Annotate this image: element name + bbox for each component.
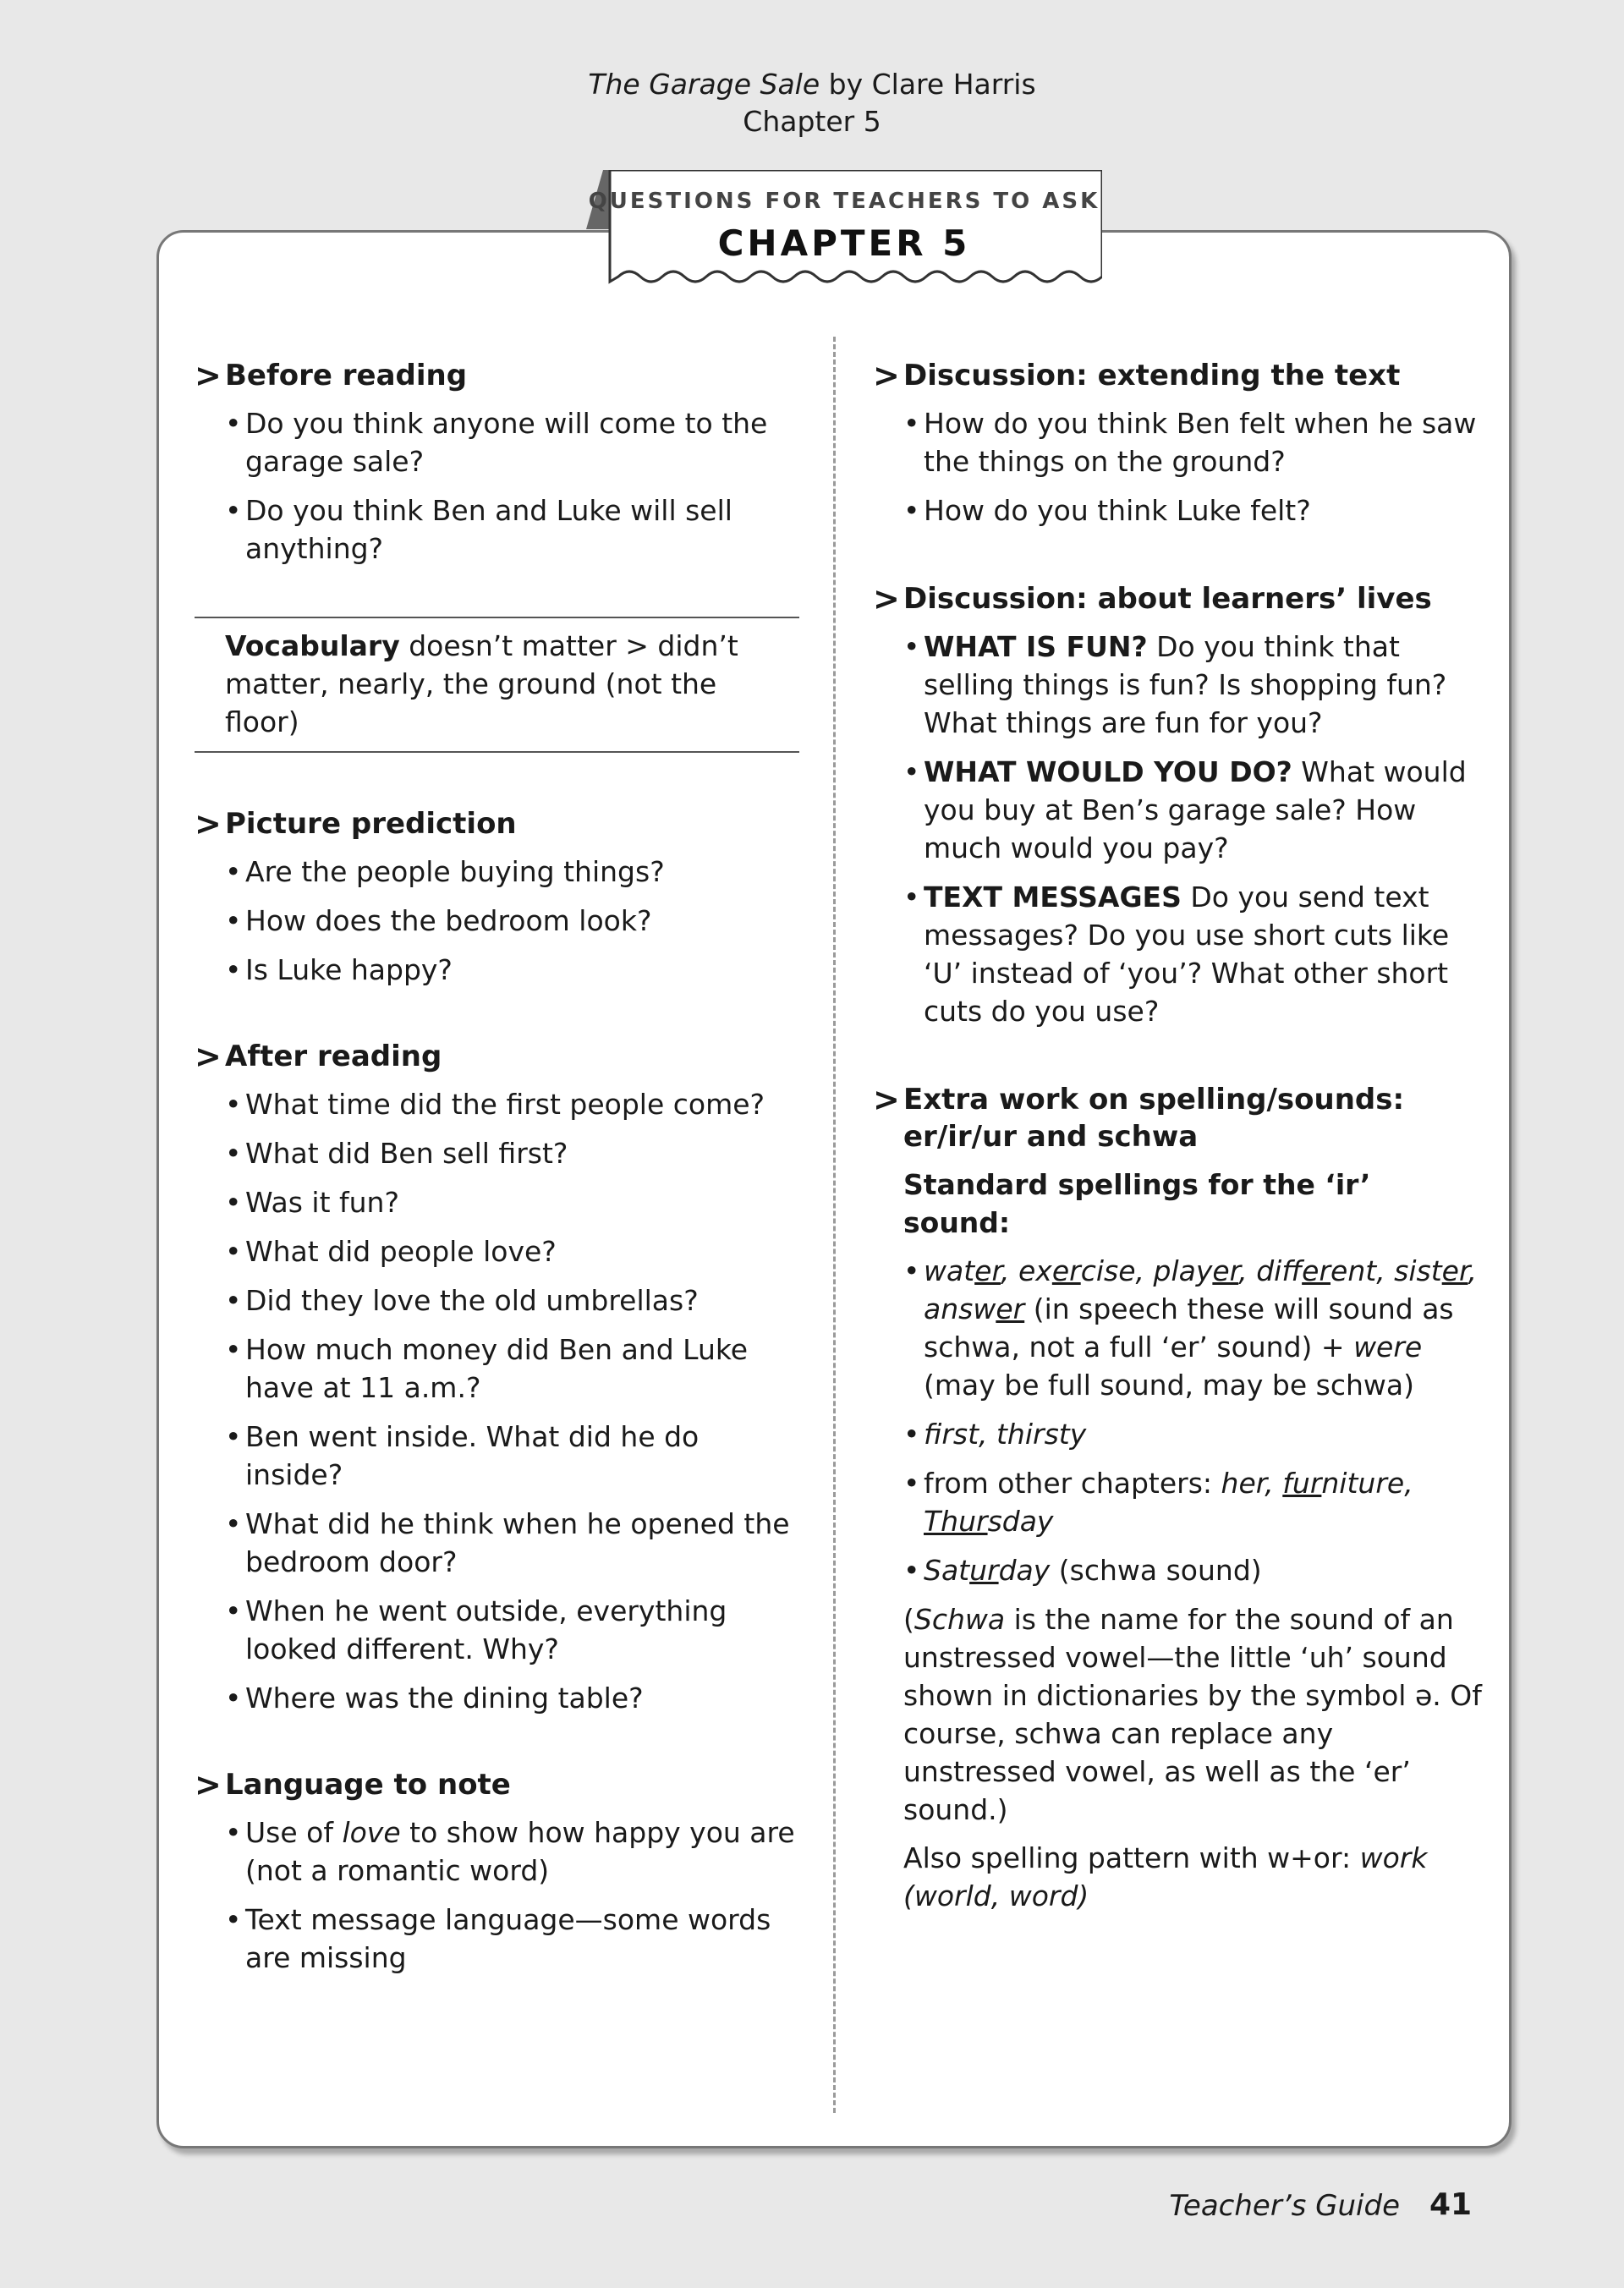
list-item: • How do you think Ben felt when he saw the things on the ground? (903, 404, 1482, 480)
page-number: 41 (1429, 2187, 1473, 2222)
list-item: • Are the people buying things? (225, 853, 799, 891)
learners-lives-list (873, 628, 1482, 1030)
chevron-right-icon: > (195, 805, 222, 842)
book-title: The Garage Sale (588, 68, 820, 101)
language-to-note-heading: > Language to note (195, 1766, 511, 1803)
chevron-right-icon: > (873, 580, 900, 617)
language-to-note-section (195, 1766, 799, 1977)
before-reading-list (195, 404, 799, 568)
list-item: • Was it fun? (225, 1183, 799, 1221)
list-item: • WHAT WOULD YOU DO? What would you buy at Ben’s garage sale? How much would you pay? (903, 753, 1482, 867)
list-item: • What did Ben sell first? (225, 1134, 799, 1172)
after-reading-heading: > After reading (195, 1038, 442, 1075)
extending-text-heading: > Discussion: extending the text (873, 357, 1401, 394)
before-reading-heading: > Before reading (195, 357, 468, 394)
list-item: • first, thirsty (903, 1415, 1482, 1453)
right-column (873, 357, 1482, 1915)
vocabulary-text: doesn’t matter > didn’t matter, nearly, the ground (not the floor) (225, 629, 738, 738)
chevron-right-icon: > (873, 357, 900, 394)
extending-text-section (873, 357, 1482, 529)
extra-work-heading: > Extra work on spelling/sounds: er/ir/ur and schwa (873, 1081, 1405, 1154)
vocabulary-box (195, 617, 799, 753)
footer-title: Teacher’s Guide (1169, 2189, 1400, 2223)
list-item: • Use of love to show how happy you are (not a romantic word) (225, 1813, 799, 1890)
chevron-right-icon: > (195, 1038, 222, 1075)
list-item: • What did people love? (225, 1232, 799, 1270)
chapter-line: Chapter 5 (743, 105, 881, 138)
list-item: • What time did the first people come? (225, 1085, 799, 1123)
schwa-note: (Schwa is the name for the sound of an unstressed vowel—the little ‘uh’ sound shown in dictionaries by the symbol ə. Of course, schwa can replace any unstressed vowel, as well as the ‘er’ sound.) (903, 1603, 1482, 1826)
list-item: • TEXT MESSAGES Do you send text messages? Do you use short cuts like ‘U’ instead of ‘you’? What other short cuts do you use? (903, 878, 1482, 1030)
book-author: by Clare Harris (820, 68, 1036, 101)
list-item: • How much money did Ben and Luke have at 11 a.m.? (225, 1331, 799, 1407)
list-item: • Is Luke happy? (225, 951, 799, 989)
list-item: • What did he think when he opened the bedroom door? (225, 1505, 799, 1581)
vocabulary-label: Vocabulary (225, 629, 400, 662)
list-item: • Text message language—some words are missing (225, 1901, 799, 1977)
picture-prediction-heading: > Picture prediction (195, 805, 517, 842)
chevron-right-icon: > (195, 1766, 222, 1803)
learners-lives-heading: > Discussion: about learners’ lives (873, 580, 1432, 617)
spelling-pattern-note: Also spelling pattern with w+or: work (world, word) (903, 1841, 1428, 1912)
list-item: • water, exercise, player, different, sister, answer (in speech these will sound as schwa, not a full ‘er’ sound) + were (may be full sound, may be schwa) (903, 1252, 1482, 1404)
list-item: • from other chapters: her, furniture, Thursday (903, 1464, 1482, 1540)
chevron-right-icon: > (195, 357, 222, 394)
list-item: • How does the bedroom look? (225, 902, 799, 940)
extra-work-section (873, 1081, 1482, 1915)
language-to-note-list (195, 1813, 799, 1977)
picture-prediction-section (195, 805, 799, 989)
tab-title: CHAPTER 5 (717, 222, 971, 264)
list-item: • Saturday (schwa sound) (903, 1551, 1482, 1589)
list-item: • How do you think Luke felt? (903, 491, 1482, 529)
list-item: • Where was the dining table? (225, 1679, 799, 1717)
extending-text-list (873, 404, 1482, 529)
list-item: • WHAT IS FUN? Do you think that selling things is fun? Is shopping fun? What things are fun for you? (903, 628, 1482, 742)
list-item: • When he went outside, everything looked different. Why? (225, 1592, 799, 1668)
list-item: • Did they love the old umbrellas? (225, 1281, 799, 1320)
page-header (0, 66, 1624, 140)
learners-lives-section (873, 580, 1482, 1030)
list-item: • Do you think Ben and Luke will sell anything? (225, 491, 799, 568)
tab-subtitle: QUESTIONS FOR TEACHERS TO ASK (588, 189, 1100, 214)
spellings-list (873, 1252, 1482, 1589)
after-reading-section (195, 1038, 799, 1717)
chapter-tab (586, 170, 1102, 294)
list-item: • Ben went inside. What did he do inside? (225, 1418, 799, 1494)
list-item: • Do you think anyone will come to the garage sale? (225, 404, 799, 480)
spellings-subheading: Standard spellings for the ‘ir’ sound: (903, 1168, 1371, 1239)
before-reading-section (195, 357, 799, 568)
after-reading-list (195, 1085, 799, 1717)
left-column (195, 357, 799, 1988)
column-divider (833, 337, 836, 2113)
picture-prediction-list (195, 853, 799, 989)
chevron-right-icon: > (873, 1081, 900, 1118)
